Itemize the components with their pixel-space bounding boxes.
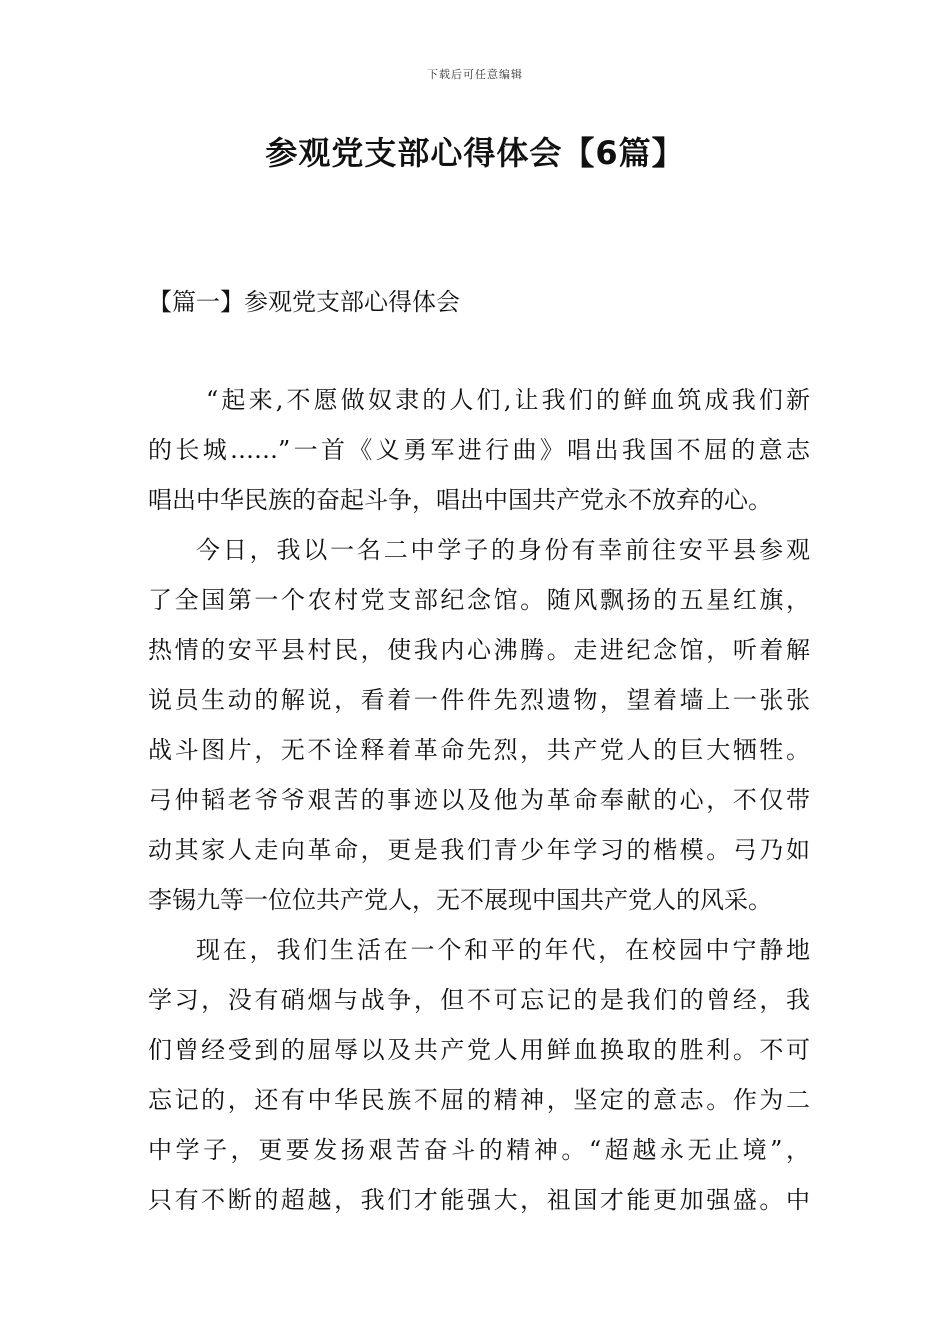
paragraph-line: 李锡九等一位位共产党人，无不展现中国共产党人的风采。 xyxy=(148,886,772,914)
paragraph-line: 忘记的，还有中华民族不屈的精神，坚定的意志。作为二 xyxy=(148,1086,810,1114)
paragraph-line: 中学子，更要发扬艰苦奋斗的精神。“超越永无止境”， xyxy=(148,1136,810,1164)
paragraph-line: 热情的安平县村民，使我内心沸腾。走进纪念馆，听着解 xyxy=(148,636,810,664)
paragraph-line: 了全国第一个农村党支部纪念馆。随风飘扬的五星红旗， xyxy=(148,586,810,614)
paragraph-line: 的长城……”一首《义勇军进行曲》唱出我国不屈的意志 xyxy=(148,436,810,464)
paragraph-line: 学习，没有硝烟与战争，但不可忘记的是我们的曾经，我 xyxy=(148,986,810,1014)
document-title: 参观党支部心得体会【6篇】 xyxy=(265,134,685,172)
paragraph-line: 唱出中华民族的奋起斗争，唱出中国共产党永不放弃的心。 xyxy=(148,486,772,514)
paragraph-line: 弓仲韬老爷爷艰苦的事迹以及他为革命奉献的心，不仅带 xyxy=(148,786,810,814)
paragraph-line: 今日，我以一名二中学子的身份有幸前往安平县参观 xyxy=(196,536,810,564)
paragraph-line: “起来,不愿做奴隶的人们,让我们的鲜血筑成我们新 xyxy=(206,386,810,414)
paragraph-line: 现在，我们生活在一个和平的年代，在校园中宁静地 xyxy=(196,936,810,964)
paragraph-line: 们曾经受到的屈辱以及共产党人用鲜血换取的胜利。不可 xyxy=(148,1036,810,1064)
paragraph-line: 只有不断的超越，我们才能强大，祖国才能更加强盛。中 xyxy=(148,1186,810,1214)
body-text xyxy=(148,375,810,1225)
header-note: 下载后可任意编辑 xyxy=(427,68,523,81)
paragraph-line: 动其家人走向革命，更是我们青少年学习的楷模。弓乃如 xyxy=(148,836,810,864)
paragraph-line: 战斗图片，无不诠释着革命先烈，共产党人的巨大牺牲。 xyxy=(148,736,810,764)
section-heading: 【篇一】参观党支部心得体会 xyxy=(148,288,460,316)
paragraph-line: 说员生动的解说，看着一件件先烈遗物，望着墙上一张张 xyxy=(148,686,810,714)
